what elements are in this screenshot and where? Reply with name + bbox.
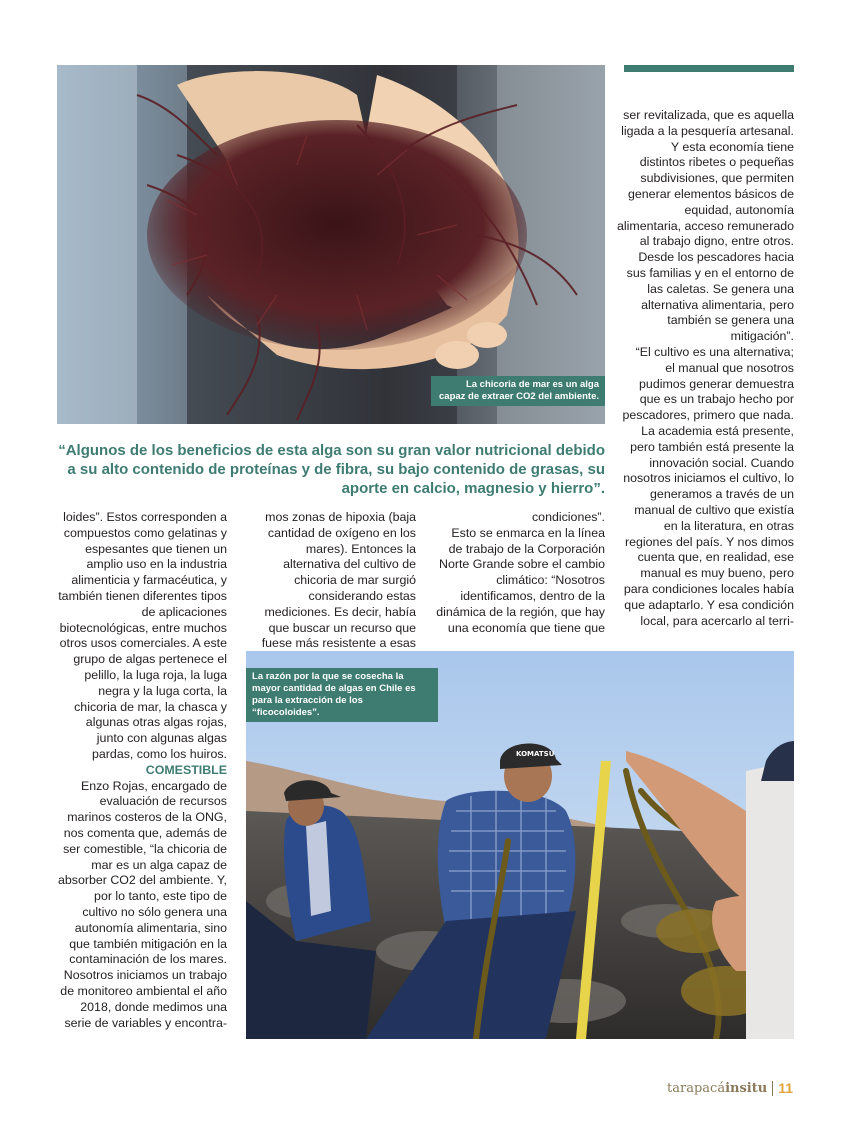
publication-brand: tarapacáinsitu	[667, 1081, 768, 1096]
fishermen-photo	[246, 651, 794, 1039]
footer-divider	[772, 1081, 773, 1096]
page-footer	[667, 1080, 793, 1096]
right-column	[617, 108, 794, 629]
accent-bar	[624, 65, 794, 72]
paragraph: condiciones”.	[531, 510, 605, 524]
paragraph: Y esta economía tiene distintos ribetes o pequeñas subdivisiones, que permiten generar elementos básicos de equidad, autonomía alimentaria, acceso remunerado al trabajo digno, entre otros. Desde los pescadores hacia sus familias y en el entorno de las caletas. Se genera una alternativa alimentaria, pero también se genera una mitigación”.	[617, 139, 795, 344]
pull-quote: “Algunos de los beneficios de esta alga son su gran valor nutricional debido a su alto contenido de proteínas y de fibra, su bajo contenido de grasas, su aporte en calcio, magnesio y hierro”.	[58, 442, 605, 497]
paragraph: loides”. Estos corresponden a compuestos como gelatinas y espesantes que tienen un amplio uso en la industria alimenticia y farmacéutica, y también tienen diferentes tipos de aplicaciones biotecnológicas, entre muchos otros usos comerciales. A este grupo de algas pertenece el pelillo, la luga roja, la luga negra y la luga corta, la chicoria de mar, la chasca y algunas otras algas rojas, junto con algunas algas pardas, como los huiros.	[58, 510, 227, 761]
paragraph: Esto se enmarca en la línea de trabajo de la Corporación Norte Grande sobre el cambio climático: “Nosotros identificamos, dentro de la dinámica de la región, que hay una economía que tiene que	[436, 525, 605, 635]
page-number: 11	[778, 1080, 793, 1096]
cap-badge-text: KOMATSU	[516, 750, 555, 758]
paragraph: ser revitalizada, que es aquella ligada a la pesquería artesanal.	[621, 108, 794, 138]
section-heading: COMESTIBLE	[145, 762, 227, 777]
column-1	[57, 510, 227, 1031]
photo-caption: La razón por la que se cosecha la mayor cantidad de algas en Chile es para la extracción de los “ficocoloides”.	[246, 668, 438, 722]
seaweed-photo-illustration	[57, 65, 605, 424]
paragraph: Enzo Rojas, encargado de evaluación de recursos marinos costeros de la ONG, nos comenta que, además de ser comestible, “la chicoria de mar es un alga capaz de absorber CO2 del ambiente. Y, por lo tanto, este tipo de cultivo no sólo genera una autonomía alimentaria, sino que también mitigación en la contaminación de los mares. Nosotros iniciamos un trabajo de monitoreo ambiental el año 2018, donde medimos una serie de variables y encontra-	[58, 778, 227, 1030]
column-3	[436, 510, 605, 636]
paragraph: mos zonas de hipoxia (baja cantidad de oxígeno en los mares). Entonces la alternativa del cultivo de chicoria de mar surgió considerando estas mediciones. Es decir, había que buscar un recurso que fuese más resistente a esas	[261, 510, 416, 651]
photo-caption: La chicoria de mar es un alga capaz de extraer CO2 del ambiente.	[431, 376, 605, 406]
column-2	[246, 510, 416, 652]
seaweed-photo	[57, 65, 605, 424]
paragraph: “El cultivo es una alternativa; el manual que nosotros pudimos generar demuestra que es un trabajo hecho por pescadores, primero que nada. La academia está presente, pero también está presente la innovación social. Cuando nosotros iniciamos el cultivo, lo generamos a través de un manual de cultivo que existía en la literatura, en otras regiones del país. Y nos dimos cuenta que, en realidad, ese manual es muy bueno, pero para condiciones locales había que adaptarlo. Y esa condición local, para acercarlo al terri-	[622, 344, 794, 628]
